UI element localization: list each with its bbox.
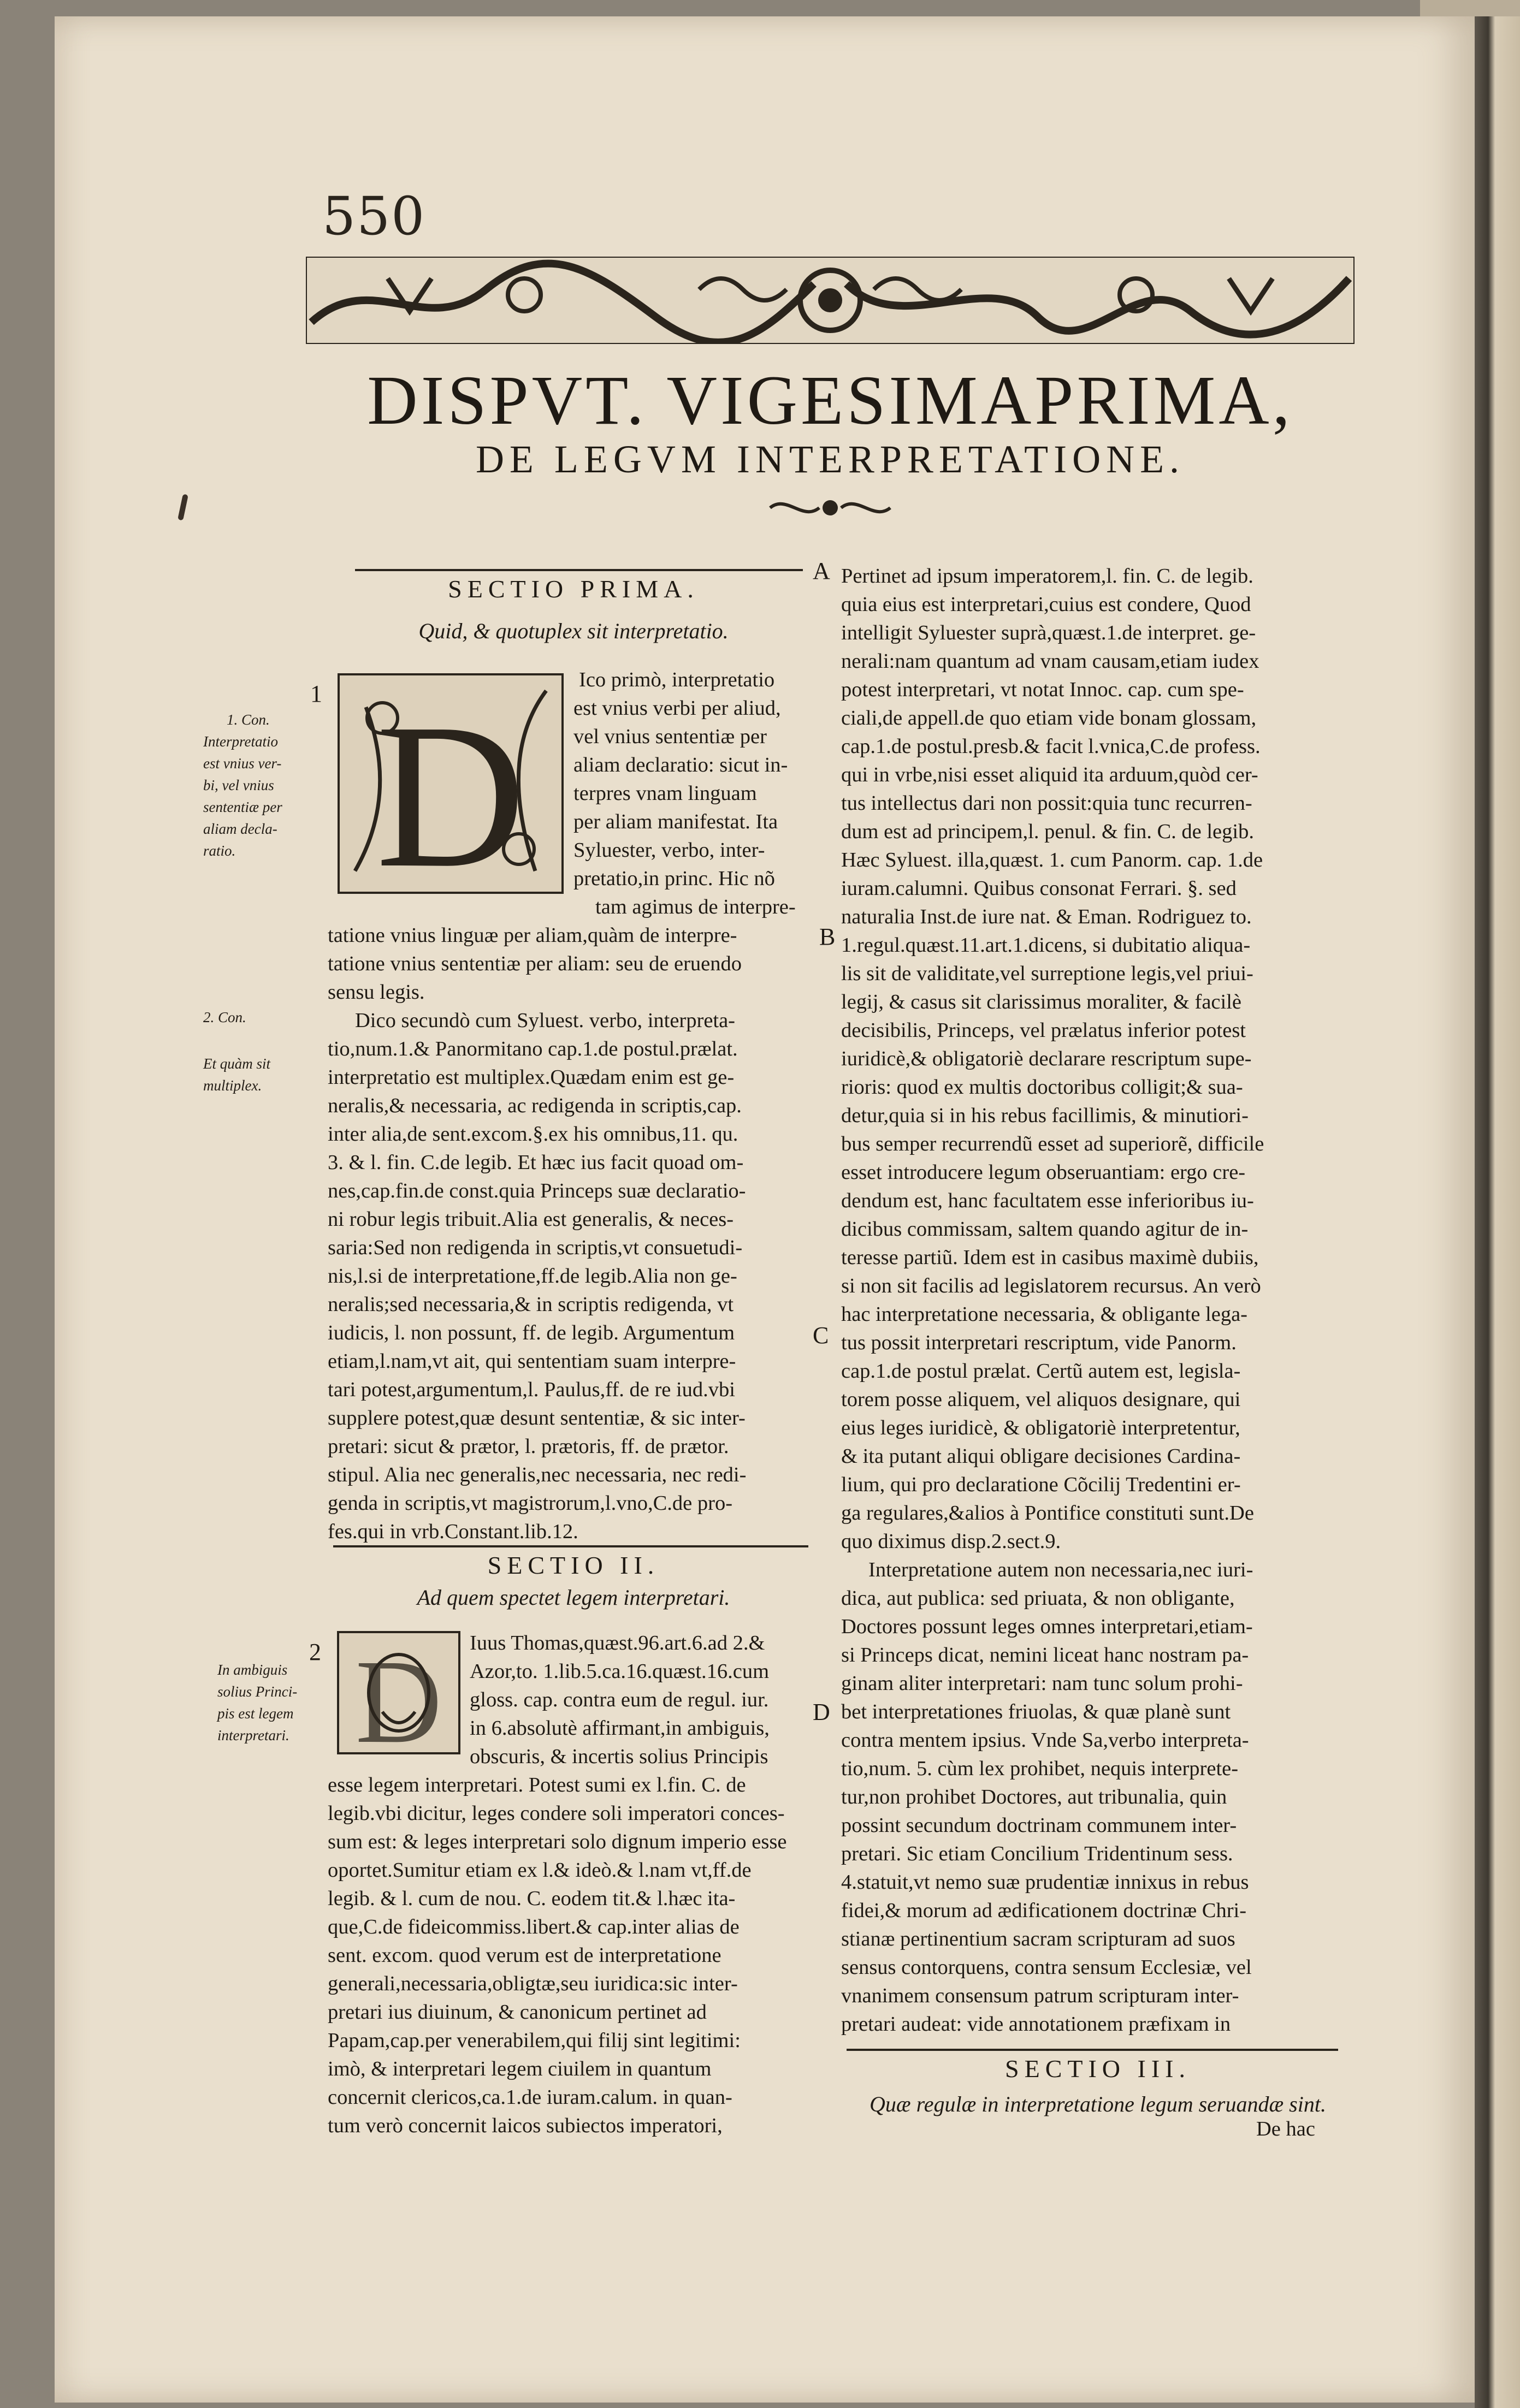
text-line: pretari audeat: vide annotationem præfixam in — [841, 2013, 1231, 2036]
text-line: contra mentem ipsius. Vnde Sa,verbo interpreta- — [841, 1729, 1249, 1752]
text-line: oportet.Sumitur etiam ex l.& ideò.& l.nam vt,ff.de — [328, 1859, 752, 1882]
text-line: Pertinet ad ipsum imperatorem,l. fin. C. de legib. — [841, 565, 1253, 588]
text-line: fidei,& morum ad ædificationem doctrinæ Chri- — [841, 1899, 1247, 1922]
text-line: fes.qui in vrb.Constant.lib.12. — [328, 1520, 578, 1543]
text-line: neralis,& necessaria, ac redigenda in scriptis,cap. — [328, 1094, 742, 1117]
gloss-number: 1 — [310, 680, 322, 707]
margin-letter-d: D — [813, 1699, 830, 1725]
catchword: De hac — [1256, 2118, 1315, 2140]
text-line: interpretatio est multiplex.Quædam enim est ge- — [328, 1066, 735, 1089]
text-line: stipul. Alia nec generalis,nec necessaria, nec redi- — [328, 1463, 747, 1486]
text-line: etiam,l.nam,vt ait, qui sententiam suam interpre- — [328, 1350, 736, 1373]
text-line: aliam declaratio: sicut in- — [573, 754, 788, 776]
text-line: ni robur legis tribuit.Alia est generalis, & neces- — [328, 1208, 734, 1231]
text-line: decisibilis, Princeps, vel prælatus inferior potest — [841, 1019, 1246, 1042]
marginal-gloss: sententiæ per — [203, 799, 282, 815]
scan-border — [1420, 0, 1520, 16]
decorative-headpiece — [306, 257, 1355, 344]
marginal-gloss: multiplex. — [203, 1077, 262, 1094]
text-line: tari potest,argumentum,l. Paulus,ff. de re iud.vbi — [328, 1378, 735, 1401]
text-line: possint secundum doctrinam communem inter- — [841, 1814, 1237, 1837]
text-line: iuram.calumni. Quibus consonat Ferrari. §. sed — [841, 877, 1237, 900]
text-line: que,C.de fideicommiss.libert.& cap.inter alias de — [328, 1915, 740, 1938]
text-line: concernit clericos,ca.1.de iuram.calum. in quan- — [328, 2086, 732, 2109]
text-line: tio,num. 5. cùm lex prohibet, nequis interprete- — [841, 1757, 1239, 1780]
marginal-gloss: Interpretatio — [203, 733, 278, 750]
marginal-gloss: interpretari. — [217, 1727, 289, 1743]
text-line: imò, & interpretari legem ciuilem in quantum — [328, 2057, 712, 2080]
text-line: torem posse aliquem, vel aliquos designare, qui — [841, 1388, 1241, 1411]
section-2-title: SECTIO II. — [487, 1551, 660, 1579]
text-line: sensu legis. — [328, 981, 425, 1004]
marginal-gloss: Et quàm sit — [203, 1055, 271, 1072]
text-line: naturalia Inst.de iure nat. & Eman. Rodriguez to. — [841, 905, 1252, 928]
text-line: legib.vbi dicitur, leges condere soli imperatori conces- — [328, 1802, 785, 1825]
text-line: qui in vrbe,nisi esset aliquid ita arduum,quòd cer- — [841, 763, 1258, 786]
text-line: nis,l.si de interpretatione,ff.de legib.Alia non ge- — [328, 1265, 737, 1288]
section-rule — [355, 569, 803, 571]
text-line: eius leges iuridicè, & obligatoriè interpretentur, — [841, 1416, 1240, 1439]
marginal-gloss: ratio. — [203, 843, 236, 859]
text-line: rioris: quod ex multis doctoribus colligit;& sua- — [841, 1076, 1243, 1099]
fleuron-ornament — [765, 491, 896, 524]
text-line: bus semper recurrendũ esset ad superiorẽ, difficile — [841, 1132, 1264, 1155]
text-line: supplere potest,quæ desunt sententiæ, & sic inter- — [328, 1407, 746, 1430]
text-line: 4.statuit,vt nemo suæ prudentiæ innixus in rebus — [841, 1871, 1249, 1894]
text-line: ciali,de appell.de quo etiam vide bonam glossam, — [841, 707, 1257, 729]
text-line: Hæc Syluest. illa,quæst. 1. cum Panorm. cap. 1.de — [841, 849, 1263, 871]
text-line: iuridicè,& obligatoriè declarare rescriptum supe- — [841, 1047, 1252, 1070]
text-line: cap.1.de postul prælat. Certũ autem est, legisla- — [841, 1360, 1241, 1383]
decorated-initial-d — [333, 669, 568, 898]
text-line: nerali:nam quantum ad vnam causam,etiam iudex — [841, 650, 1259, 673]
text-line: vel vnius sententiæ per — [573, 725, 767, 748]
text-line: 1.regul.quæst.11.art.1.dicens, si dubitatio aliqua- — [841, 934, 1251, 957]
marginal-gloss: 2. Con. — [203, 1009, 246, 1025]
text-line: quia eius est interpretari,cuius est condere, Quod — [841, 593, 1251, 616]
text-line: lium, qui pro declaratione Cõcilij Tredentini er- — [841, 1473, 1241, 1496]
text-line: pretatio,in princ. Hic nõ — [573, 867, 775, 890]
text-line: dendum est, hanc facultatem esse inferioribus iu- — [841, 1189, 1254, 1212]
text-line: est vnius verbi per aliud, — [573, 697, 781, 720]
section-2-subtitle: Ad quem spectet legem interpretari. — [417, 1585, 730, 1610]
text-line: tatione vnius sententiæ per aliam: seu de eruendo — [328, 952, 742, 975]
text-line: generali,necessaria,obligtæ,seu iuridica:sic inter- — [328, 1972, 738, 1995]
text-line: dica, aut publica: sed priuata, & non obligante, — [841, 1587, 1235, 1610]
text-line: teresse partiũ. Idem est in casibus maximè dubiis, — [841, 1246, 1259, 1269]
page-number: 550 — [322, 186, 426, 247]
section-1-title: SECTIO PRIMA. — [448, 575, 699, 603]
margin-letter-a: A — [813, 557, 830, 584]
margin-letter-c: C — [813, 1322, 829, 1349]
text-line: si Princeps dicat, nemini liceat hanc nostram pa- — [841, 1644, 1249, 1666]
text-line: quo diximus disp.2.sect.9. — [841, 1530, 1061, 1553]
text-line: dum est ad principem,l. penul. & fin. C. de legib. — [841, 820, 1254, 843]
text-line: si non sit facilis ad legislatorem recursus. An verò — [841, 1274, 1261, 1297]
text-line: tum verò concernit laicos subiectos imperatori, — [328, 2114, 723, 2137]
text-line: sum est: & leges interpretari solo dignum imperio esse — [328, 1830, 787, 1853]
text-line: Dico secundò cum Syluest. verbo, interpreta- — [355, 1009, 736, 1032]
marginal-gloss: In ambiguis — [217, 1662, 288, 1678]
text-line: esse legem interpretari. Potest sumi ex l.fin. C. de — [328, 1774, 746, 1796]
text-line: hac interpretatione necessaria, & obligante lega- — [841, 1303, 1247, 1326]
adjacent-page-edge — [1475, 0, 1520, 2408]
text-line: Syluester, verbo, inter- — [573, 839, 765, 862]
text-line: ga regulares,&alios à Pontifice constituti sunt.De — [841, 1502, 1254, 1525]
text-line: genda in scriptis,vt magistrorum,l.vno,C.de pro- — [328, 1492, 733, 1515]
marginal-gloss: solius Princi- — [217, 1683, 298, 1700]
svg-text:D: D — [375, 681, 526, 898]
marginal-gloss: 1. Con. — [227, 711, 270, 728]
text-line: Interpretatione autem non necessaria,nec iuri- — [868, 1558, 1253, 1581]
text-line: intelligit Syluester suprà,quæst.1.de interpret. ge- — [841, 621, 1256, 644]
text-line: vnanimem consensum patrum scripturam inter- — [841, 1984, 1239, 2007]
text-line: per aliam manifestat. Ita — [573, 810, 778, 833]
section-rule — [847, 2049, 1338, 2051]
margin-letter-b: B — [819, 923, 836, 950]
marginal-gloss: bi, vel vnius — [203, 777, 274, 793]
text-line: neralis;sed necessaria,& in scriptis redigenda, vt — [328, 1293, 734, 1316]
marginal-gloss: pis est legem — [217, 1705, 294, 1722]
text-line: saria:Sed non redigenda in scriptis,vt consuetudi- — [328, 1236, 743, 1259]
text-line: legib. & l. cum de nou. C. eodem tit.& l.hæc ita- — [328, 1887, 736, 1910]
text-line: pretari: sicut & prætor, l. prætoris, ff. de prætor. — [328, 1435, 729, 1458]
text-line: cap.1.de postul.presb.& facit l.vnica,C.de profess. — [841, 735, 1261, 758]
text-line: obscuris, & incertis solius Principis — [470, 1745, 768, 1768]
text-line: pretari ius diuinum, & canonicum pertinet ad — [328, 2001, 707, 2024]
text-line: tam agimus de interpre- — [595, 895, 796, 918]
text-line: esset introducere legum obseruantiam: ergo cre- — [841, 1161, 1246, 1184]
decorated-initial-d-portrait — [336, 1630, 462, 1755]
text-line: legij, & casus sit clarissimus moraliter, & facilè — [841, 991, 1241, 1013]
text-line: tatione vnius linguæ per aliam,quàm de interpre- — [328, 924, 737, 947]
text-line: potest interpretari, vt notat Innoc. cap. cum spe- — [841, 678, 1244, 701]
text-line: Iuus Thomas,quæst.96.art.6.ad 2.& — [470, 1632, 765, 1654]
section-1-subtitle: Quid, & quotuplex sit interpretatio. — [418, 619, 729, 643]
svg-text:D: D — [355, 1635, 442, 1755]
text-line: Ico primò, interpretatio — [579, 668, 775, 691]
text-line: nes,cap.fin.de const.quia Princeps suæ declaratio- — [328, 1179, 746, 1202]
text-line: in 6.absolutè affirmant,in ambiguis, — [470, 1717, 770, 1740]
text-line: pretari. Sic etiam Concilium Tridentinum sess. — [841, 1842, 1233, 1865]
text-line: Azor,to. 1.lib.5.ca.16.quæst.16.cum — [470, 1660, 770, 1683]
text-line: bet interpretationes friuolas, & quæ planè sunt — [841, 1700, 1231, 1723]
text-line: detur,quia si in his rebus facillimis, & minutiori- — [841, 1104, 1249, 1127]
text-line: tus intellectus dari non possit:quia tunc recurren- — [841, 792, 1252, 815]
section-3-subtitle: Quæ regulæ in interpretatione legum seruandæ sint. — [870, 2092, 1326, 2116]
section-3-title: SECTIO III. — [1005, 2055, 1191, 2083]
disputation-title: DISPVT. VIGESIMAPRIMA, — [367, 361, 1293, 439]
text-line: dicibus commissam, saltem quando agitur de in- — [841, 1218, 1249, 1241]
text-line: tur,non prohibet Doctores, aut tribunalia, quin — [841, 1786, 1227, 1808]
text-line: & ita putant aliqui obligare decisiones Cardina- — [841, 1445, 1241, 1468]
gloss-number: 2 — [309, 1639, 321, 1665]
text-line: tio,num.1.& Panormitano cap.1.de postul.prælat. — [328, 1037, 738, 1060]
text-line: sensus contorquens, contra sensum Ecclesiæ, vel — [841, 1956, 1252, 1979]
text-line: terpres vnam linguam — [573, 782, 757, 805]
disputation-subtitle: DE LEGVM INTERPRETATIONE. — [475, 437, 1185, 481]
text-line: tus possit interpretari rescriptum, vide Panorm. — [841, 1331, 1237, 1354]
text-line: 3. & l. fin. C.de legib. Et hæc ius facit quoad om- — [328, 1151, 744, 1174]
text-line: lis sit de validitate,vel surreptione legis,vel priui- — [841, 962, 1253, 985]
text-line: inter alia,de sent.excom.§.ex his omnibus,11. qu. — [328, 1123, 738, 1146]
text-line: ginam aliter interpretari: nam tunc solum prohi- — [841, 1672, 1243, 1695]
text-line: Papam,cap.per venerabilem,qui filij sint legitimi: — [328, 2029, 741, 2052]
text-line: iudicis, l. non possunt, ff. de legib. Argumentum — [328, 1321, 735, 1344]
marginal-gloss: aliam decla- — [203, 821, 277, 837]
text-line: Doctores possunt leges omnes interpretari,etiam- — [841, 1615, 1253, 1638]
marginal-gloss: est vnius ver- — [203, 755, 282, 772]
section-rule — [333, 1545, 808, 1547]
text-line: sent. excom. quod verum est de interpretatione — [328, 1944, 721, 1967]
text-line: gloss. cap. contra eum de regul. iur. — [470, 1688, 769, 1711]
text-line: stianæ pertinentium sacram scripturam ad suos — [841, 1927, 1235, 1950]
